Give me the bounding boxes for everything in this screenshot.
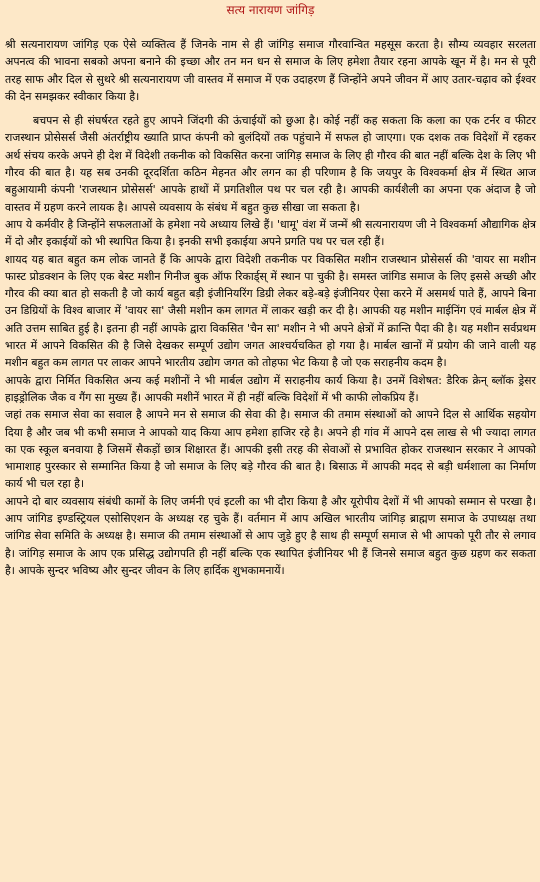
paragraph-social-service: जहां तक समाज सेवा का सवाल है आपने मन से समाज की सेवा की है। समाज की तमाम संस्थाओं को आपने दिल से आर्थिक सहयोग दिया है और जब भी कभी समाज ने आपको याद किया आप हमेशा हाजिर रहे है। अपने ही गांव में आपने दस लाख से भी ज्यादा लागत का एक स्कूल बनवाया है जिसमें सैकड़ों छात्र शिक्षारत हैं। आपकी इसी तरह की सेवाओं से प्रभावित होकर राजस्थान सरकार ने आपको भामाशाह पुरस्कार से सम्मानित किया है जो समाज के लिए बड़े गौरव की बात है। बिसाऊ में आपकी मदद से बड़ी धर्मशाला का निर्माण कार्य भी चल रहा है। — [5, 408, 536, 491]
paragraph-travel-positions: आपने दो बार व्यवसाय संबंधी कामों के लिए जर्मनी एवं इटली का भी दौरा किया है और यूरोपीय देशों में भी आपको सम्मान से परखा है। आप जांगिड इण्डस्ट्रियल एसोसिएशन के अध्यक्ष रह चुके हैं। वर्तमान में आप अखिल भारतीय जांगिड़ ब्राह्मण समाज के उपाध्यक्ष तथा जांगिड सेवा समिति के अध्यक्ष है। समाज की तमाम संस्थाओं से आप जुड़े हुए है साथ ही सम्पूर्ण समाज से भी आपको पूरी तौर से लगाव है। जांगिड़ समाज के आप एक प्रसिद्ध उद्योगपति ही नहीं बल्कि एक स्थापित इंजीनियर भी हैं जिनसे समाज बहुत कुछ ग्रहण कर सकता है। आपके सुन्दर भविष्य और सुन्दर जीवन के लिए हार्दिक शुभकामनायें। — [5, 494, 536, 577]
paragraph-childhood: बचपन से ही संघर्षरत रहते हुए आपने जिंदगी की ऊंचाईयों को छुआ है। कोई नहीं कह सकता कि कला का एक टर्नर व फीटर राजस्थान प्रोसेसर्स जैसी अंतर्राष्ट्रीय ख्याति प्राप्त कंपनी को बुलंदियों तक पहुंचाने में सफल हो जाएगा। एक दशक तक विदेशों में रहकर अर्थ संचय करके अपने ही देश में विदेशी तकनीक को विकसित करना जांगिड़ समाज के लिए ही गौरव की बात नहीं बल्कि देश के लिए भी गौरव की बात है। यह सब उनकी दूरदर्शिता कठिन मेहनत और लगन का ही परिणाम है कि जयपुर के विश्वकर्मा क्षेत्र में स्थित आज बहुआयामी कंपनी 'राजस्थान प्रोसेसर्स' आपके हाथों में प्रगतिशील पथ पर चल रही है। आपकी कार्यशैली का अपना एक अंदाज है जो वास्तव में ग्रहण करने लायक है। आपसे व्यवसाय के संबंध में बहुत कुछ सीखा जा सकता है। — [5, 114, 536, 214]
paragraph-intro: श्री सत्यनारायण जांगिड़ एक ऐसे व्यक्तित्व हैं जिनके नाम से ही जांगिड़ समाज गौरवान्वित महसूस करता है। सौम्य व्यवहार सरलता अपनत्व की भावना सबको अपना बनाने की इच्छा और तन मन धन से समाज के लिए हमेशा तैयार रहना आपके खून में है। मन से पूरी तरह साफ और दिल से सुथरे श्री सत्यनारायण जी वास्तव में समाज में एक उदाहरण हैं जिन्होंने अपने जीवन में आए उतार-चढ़ाव को ईश्वर की देन समझकर स्वीकार किया है। — [5, 38, 536, 103]
paragraph-karmaveer: आप ये कर्मवीर है जिन्होंने सफलताओं के हमेशा नये अध्याय लिखे हैं। 'धामू' वंश में जन्में श्री सत्यनारायण जी ने विश्वकर्मा औद्यागिक क्षेत्र में दो और इकाईयों को भी स्थापित किया है। इनकी सभी इकाईया अपने प्रगति पथ पर चल रही हैं। — [5, 217, 536, 249]
paragraph-other-machines: आपके द्वारा निर्मित विकसित अन्य कई मशीनों ने भी मार्बल उद्योग में सराहनीय कार्य किया है। उनमें विशेषत: डैरिक क्रेन् ब्लॉक ड्रेसर हाइड्रोलिक जैक व गैंग सा मुख्य हैं। आपकी मशीनें भारत में ही नहीं बल्कि विदेशों में भी काफी लोकप्रिय हैं। — [5, 373, 536, 404]
paragraph-machines: शायद यह बात बहुत कम लोक जानते हैं कि आपके द्वारा विदेशी तकनीक पर विकसित मशीन राजस्थान प्रोसेसर्स की 'वायर सा मशीन फास्ट प्रोडक्शन के लिए एक बेस्ट मशीन गिनीज बुक ऑफ रिकार्ड्स् में स्थान पा चुकी है। समस्त जांगिड समाज के लिए इससे अच्छी और गौरव की क्या बात हो सकती है जो कार्य बहुत बड़ी इंजीनियरिंग डिग्री लेकर बड़े-बड़े इंजीनियर ऐसा करने में असमर्थ पाते हैं, आपने बिना उन डिग्रियों के विश्व बाजार में 'वायर सा' जैसी मशीन कम लागत में लाकर खड़ी कर दी है। आपकी यह मशीन माईनिंग एवं मार्बल क्षेत्र में अति उत्तम साबित हुई है। इतना ही नहीं आपके द्वारा विकसित 'चैन सा' मशीन ने भी अपने क्षेत्रों में क्रान्ति पैदा की है। यह मशीन सर्वप्रथम भारत में आपने विकसित की है जिसे देखकर सम्पूर्ण उद्योग जगत आश्चर्यचकित हो गया है। मार्बल खानों में प्रयोग की जाने वाली यह मशीन बहुत कम लागत पर लाकर आपने भारतीय उद्योग जगत को तोहफा भेट किया है जो एक सराहनीय कदम है। — [5, 252, 536, 370]
article-title: सत्य नारायण जांगिड़ — [226, 3, 315, 17]
